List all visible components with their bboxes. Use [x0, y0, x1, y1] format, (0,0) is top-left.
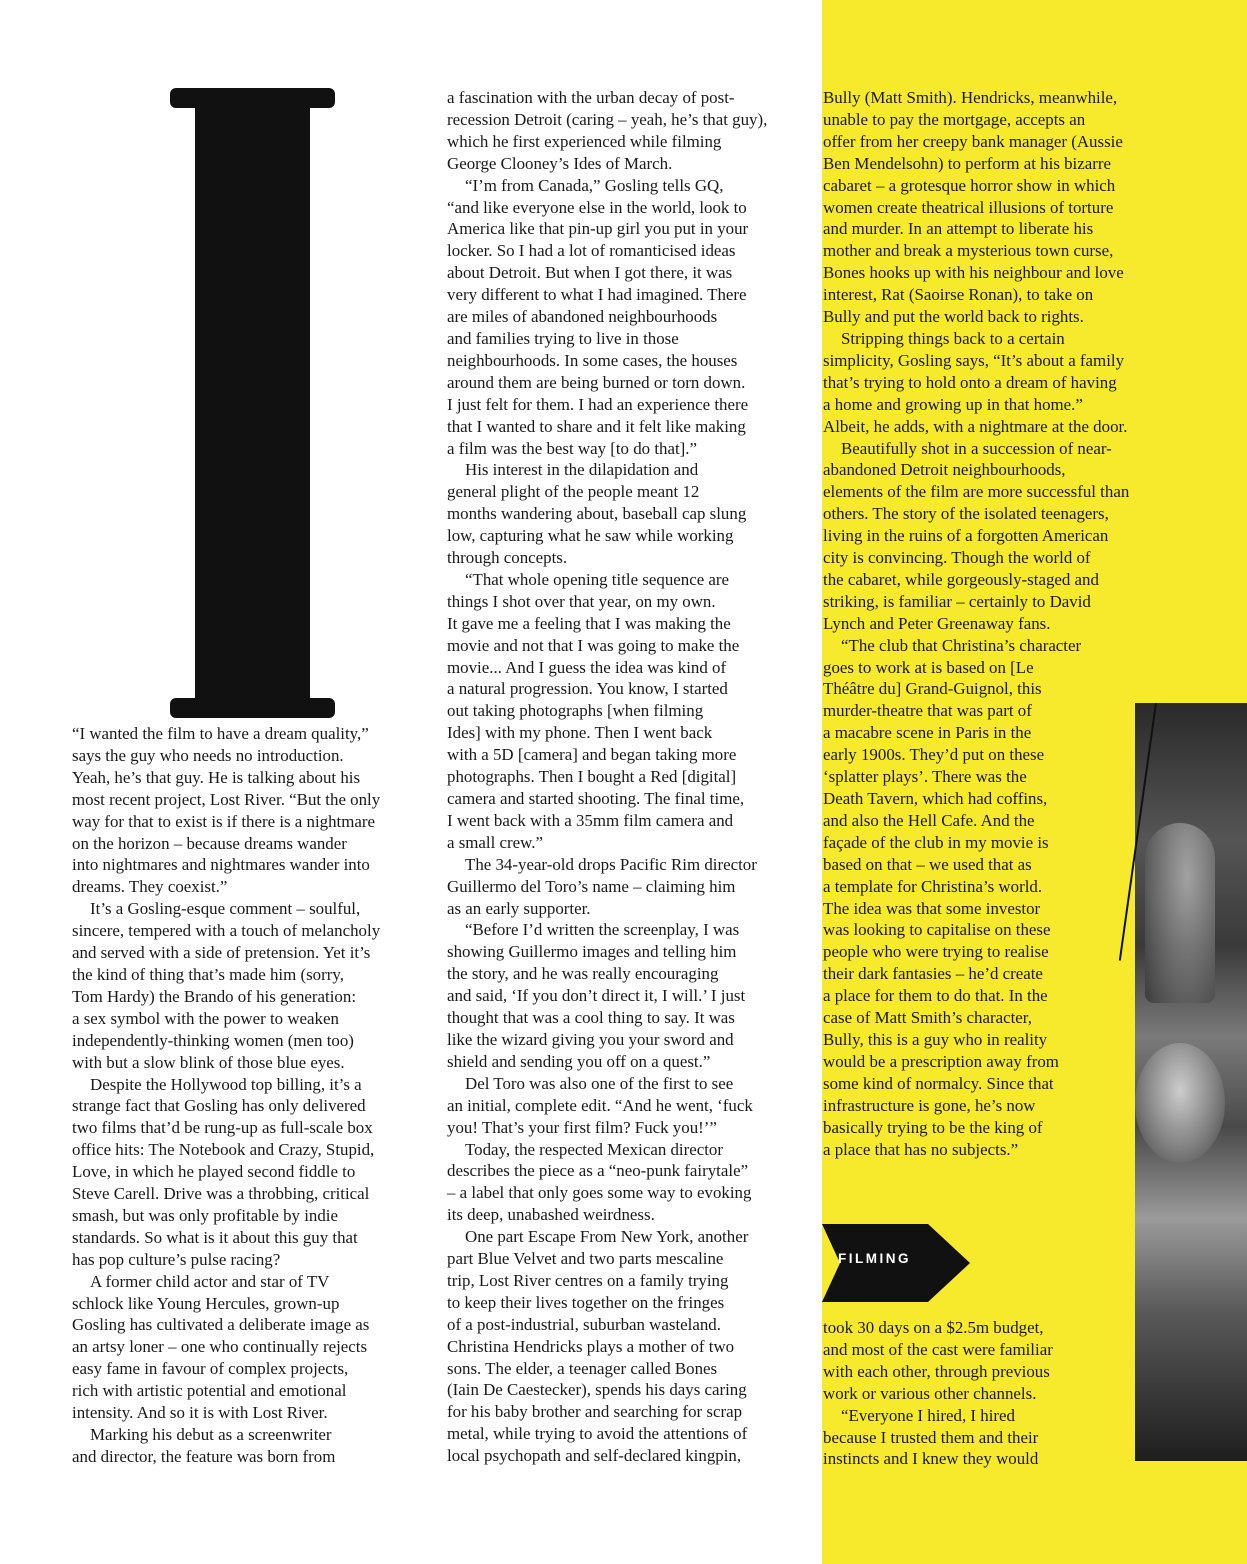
text-line: instincts and I knew they would: [823, 1449, 1039, 1469]
text-line: simplicity, Gosling says, “It’s about a family: [823, 350, 1125, 370]
text-line: the story, and he was really encouraging: [447, 964, 719, 984]
text-line: a fascination with the urban decay of post-: [447, 88, 735, 107]
text-line: Ben Mendelsohn) to perform at his bizarre: [823, 153, 1111, 173]
text-line: its deep, unabashed weirdness.: [447, 1205, 655, 1225]
text-line: Lynch and Peter Greenaway fans.: [823, 613, 1051, 633]
text-line: Bully (Matt Smith). Hendricks, meanwhile,: [823, 88, 1118, 107]
text-line: George Clooney’s Ides of March.: [447, 153, 673, 173]
text-line: living in the ruins of a forgotten American: [823, 526, 1109, 546]
text-line: about Detroit. But when I got there, it was: [447, 263, 733, 283]
text-line: metal, while trying to avoid the attentions of: [447, 1424, 748, 1444]
text-line: Bully and put the world back to rights.: [823, 307, 1084, 327]
text-line: around them are being burned or torn down.: [447, 372, 746, 392]
text-line: as an early supporter.: [447, 898, 591, 918]
text-line: took 30 days on a $2.5m budget,: [823, 1318, 1044, 1337]
text-line: that’s trying to hold onto a dream of having: [823, 372, 1117, 392]
text-line: with each other, through previous: [823, 1361, 1050, 1381]
text-line: out taking photographs [when filming: [447, 701, 704, 721]
text-line: you! That’s your first film? Fuck you!’”: [447, 1117, 717, 1137]
text-line: striking, is familiar – certainly to David: [823, 591, 1091, 611]
text-line: says the guy who needs no introduction.: [72, 745, 344, 765]
text-line: camera and started shooting. The final time,: [447, 789, 745, 808]
text-line: façade of the club in my movie is: [823, 832, 1049, 852]
text-line: sons. The elder, a teenager called Bones: [447, 1358, 718, 1378]
text-line: because I trusted them and their: [823, 1427, 1039, 1447]
text-line: like the wizard giving you your sword and: [447, 1029, 734, 1049]
text-line: part Blue Velvet and two parts mescaline: [447, 1249, 724, 1269]
text-line: cabaret – a grotesque horror show in which: [823, 175, 1116, 195]
text-line: murder-theatre that was part of: [823, 701, 1032, 721]
text-line: that I wanted to share and it felt like making: [447, 416, 746, 436]
text-line: of a post-industrial, suburban wasteland.: [447, 1314, 721, 1334]
text-line: and murder. In an attempt to liberate his: [823, 219, 1094, 239]
text-line: an initial, complete edit. “And he went, ‘fuck: [447, 1095, 753, 1115]
text-line: on the horizon – because dreams wander: [72, 833, 347, 853]
text-line: It’s a Gosling-esque comment – soulful,: [90, 899, 361, 919]
text-line: and families trying to live in those: [447, 328, 679, 348]
text-line: into nightmares and nightmares wander into: [72, 855, 370, 875]
text-line: Love, in which he played second fiddle to: [72, 1162, 356, 1182]
text-line: elements of the film are more successful than: [823, 482, 1130, 502]
text-line: early 1900s. They’d put on these: [823, 745, 1045, 765]
text-line: for his baby brother and searching for scrap: [447, 1402, 743, 1422]
text-line: a film was the best way [to do that].”: [447, 438, 698, 458]
text-line: trip, Lost River centres on a family trying: [447, 1270, 729, 1290]
text-line: a natural progression. You know, I started: [447, 679, 728, 699]
text-line: It gave me a feeling that I was making the: [447, 613, 731, 633]
text-line: Gosling has cultivated a deliberate image as: [72, 1315, 370, 1335]
text-line: abandoned Detroit neighbourhoods,: [823, 460, 1066, 480]
text-line: with a 5D [camera] and began taking more: [447, 745, 737, 765]
text-line: things I shot over that year, on my own.: [447, 591, 716, 611]
text-line: a place for them to do that. In the: [823, 986, 1048, 1006]
text-line: most recent project, Lost River. “But the only: [72, 789, 381, 809]
filming-arrow-label: [822, 1224, 970, 1302]
text-line: Death Tavern, which had coffins,: [823, 789, 1048, 808]
text-line: Steve Carell. Drive was a throbbing, critical: [72, 1184, 370, 1204]
text-line: months wandering about, baseball cap slung: [447, 504, 747, 524]
article-column-4: [823, 1317, 1133, 1470]
text-line: and most of the cast were familiar: [823, 1339, 1053, 1359]
text-line: Today, the respected Mexican director: [465, 1139, 724, 1159]
text-line: “Before I’d written the screenplay, I was: [465, 920, 740, 940]
text-line: and also the Hell Cafe. And the: [823, 810, 1035, 830]
text-line: based on that – we used that as: [823, 854, 1032, 874]
text-line: some kind of normalcy. Since that: [823, 1073, 1054, 1093]
text-line: Ides] with my phone. Then I went back: [447, 723, 713, 743]
text-line: unable to pay the mortgage, accepts an: [823, 109, 1086, 129]
text-line: “and like everyone else in the world, look to: [447, 197, 747, 217]
text-line: through concepts.: [447, 548, 568, 568]
text-line: The idea was that some investor: [823, 898, 1041, 918]
text-line: I just felt for them. I had an experience there: [447, 394, 749, 414]
text-line: describes the piece as a “neo-punk fairytale”: [447, 1161, 749, 1181]
text-line: which he first experienced while filming: [447, 131, 722, 151]
text-line: others. The story of the isolated teenagers,: [823, 504, 1109, 524]
text-line: a template for Christina’s world.: [823, 876, 1043, 896]
text-line: people who were trying to realise: [823, 942, 1049, 962]
filming-label: FILMING: [838, 1251, 911, 1266]
text-line: a macabre scene in Paris in the: [823, 723, 1032, 743]
text-line: Bully, this is a guy who in reality: [823, 1029, 1048, 1049]
text-line: photographs. Then I bought a Red [digital]: [447, 767, 737, 787]
text-line: Marking his debut as a screenwriter: [90, 1425, 332, 1444]
text-line: and director, the feature was born from: [72, 1446, 336, 1466]
text-line: a small crew.”: [447, 832, 543, 852]
text-line: mother and break a mysterious town curse,: [823, 241, 1114, 261]
text-line: a home and growing up in that home.”: [823, 394, 1083, 414]
text-line: two films that’d be rung-up as full-scale box: [72, 1118, 373, 1138]
text-line: Théâtre du] Grand-Guignol, this: [823, 679, 1042, 699]
text-line: offer from her creepy bank manager (Aussie: [823, 131, 1123, 151]
text-line: Despite the Hollywood top billing, it’s a: [90, 1074, 362, 1094]
text-line: women create theatrical illusions of torture: [823, 197, 1114, 217]
text-line: “Everyone I hired, I hired: [841, 1405, 1015, 1425]
text-line: ‘splatter plays’. There was the: [823, 767, 1027, 787]
text-line: movie and not that I was going to make the: [447, 635, 740, 655]
text-line: standards. So what is it about this guy that: [72, 1227, 358, 1247]
text-line: case of Matt Smith’s character,: [823, 1008, 1032, 1028]
text-line: “I’m from Canada,” Gosling tells GQ,: [465, 175, 724, 195]
text-line: His interest in the dilapidation and: [465, 460, 699, 480]
text-line: smash, but was only profitable by indie: [72, 1205, 338, 1225]
text-line: with but a slow blink of those blue eyes.: [72, 1052, 345, 1072]
text-line: schlock like Young Hercules, grown-up: [72, 1293, 340, 1313]
text-line: would be a prescription away from: [823, 1051, 1059, 1071]
text-line: intensity. And so it is with Lost River.: [72, 1403, 328, 1423]
text-line: Albeit, he adds, with a nightmare at the door.: [823, 416, 1128, 436]
text-line: Guillermo del Toro’s name – claiming him: [447, 876, 736, 896]
text-line: I went back with a 35mm film camera and: [447, 810, 734, 830]
text-line: “That whole opening title sequence are: [465, 569, 730, 589]
text-line: “I wanted the film to have a dream quality,”: [72, 724, 369, 743]
text-line: the kind of thing that’s made him (sorry,: [72, 964, 344, 984]
text-line: interest, Rat (Saoirse Ronan), to take on: [823, 285, 1094, 305]
text-line: infrastructure is gone, he’s now: [823, 1095, 1036, 1115]
text-line: general plight of the people meant 12: [447, 482, 700, 502]
text-line: to keep their lives together on the fringes: [447, 1292, 725, 1312]
text-line: The 34-year-old drops Pacific Rim director: [465, 854, 757, 874]
text-line: low, capturing what he saw while working: [447, 526, 734, 546]
text-line: movie... And I guess the idea was kind of: [447, 657, 727, 677]
text-line: office hits: The Notebook and Crazy, Stupid,: [72, 1140, 375, 1160]
text-line: dreams. They coexist.”: [72, 877, 228, 897]
text-line: “The club that Christina’s character: [841, 635, 1082, 655]
article-column-3: [823, 87, 1173, 1160]
text-line: locker. So I had a lot of romanticised ideas: [447, 241, 736, 261]
text-line: goes to work at is based on [Le: [823, 657, 1034, 677]
text-line: – a label that only goes some way to evoking: [447, 1183, 752, 1203]
text-line: very different to what I had imagined. There: [447, 285, 747, 305]
text-line: sincere, tempered with a touch of melancholy: [72, 921, 381, 941]
article-column-2: [447, 87, 797, 1467]
text-line: thought that was a cool thing to say. It was: [447, 1008, 735, 1028]
text-line: a sex symbol with the power to weaken: [72, 1008, 339, 1028]
text-line: way for that to exist is if there is a nightmare: [72, 811, 376, 831]
text-line: recession Detroit (caring – yeah, he’s that guy),: [447, 109, 768, 129]
text-line: a place that has no subjects.”: [823, 1139, 1019, 1159]
text-line: local psychopath and self-declared kingpin,: [447, 1446, 742, 1466]
text-line: Del Toro was also one of the first to see: [465, 1073, 734, 1093]
text-line: city is convincing. Though the world of: [823, 548, 1091, 568]
text-line: easy fame in favour of complex projects,: [72, 1359, 349, 1379]
text-line: (Iain De Caestecker), spends his days caring: [447, 1380, 747, 1400]
text-line: America like that pin-up girl you put in your: [447, 219, 749, 239]
text-line: work or various other channels.: [823, 1383, 1037, 1403]
text-line: and served with a side of pretension. Yet it’s: [72, 943, 371, 963]
text-line: the cabaret, while gorgeously-staged and: [823, 569, 1099, 589]
article-column-1: [72, 723, 417, 1468]
text-line: basically trying to be the king of: [823, 1117, 1043, 1137]
text-line: and said, ‘If you don’t direct it, I will.’ I just: [447, 986, 746, 1006]
text-line: showing Guillermo images and telling him: [447, 942, 737, 962]
text-line: One part Escape From New York, another: [465, 1227, 749, 1247]
text-line: has pop culture’s pulse racing?: [72, 1249, 281, 1269]
text-line: Beautifully shot in a succession of near-: [841, 438, 1112, 458]
text-line: Stripping things back to a certain: [841, 328, 1065, 348]
text-line: are miles of abandoned neighbourhoods: [447, 307, 718, 327]
text-line: Christina Hendricks plays a mother of two: [447, 1336, 735, 1356]
text-line: neighbourhoods. In some cases, the houses: [447, 350, 738, 370]
text-line: rich with artistic potential and emotional: [72, 1381, 347, 1401]
text-line: Bones hooks up with his neighbour and love: [823, 263, 1124, 283]
text-line: their dark fantasies – he’d create: [823, 964, 1043, 984]
text-line: strange fact that Gosling has only delivered: [72, 1096, 366, 1116]
drop-cap-letter: [170, 88, 335, 718]
text-line: Tom Hardy) the Brando of his generation:: [72, 986, 357, 1006]
text-line: Yeah, he’s that guy. He is talking about his: [72, 767, 361, 787]
text-line: an artsy loner – one who continually rejects: [72, 1337, 368, 1357]
text-line: shield and sending you off on a quest.”: [447, 1051, 711, 1071]
text-line: A former child actor and star of TV: [90, 1271, 330, 1291]
text-line: independently-thinking women (men too): [72, 1030, 354, 1050]
text-line: was looking to capitalise on these: [823, 920, 1051, 940]
